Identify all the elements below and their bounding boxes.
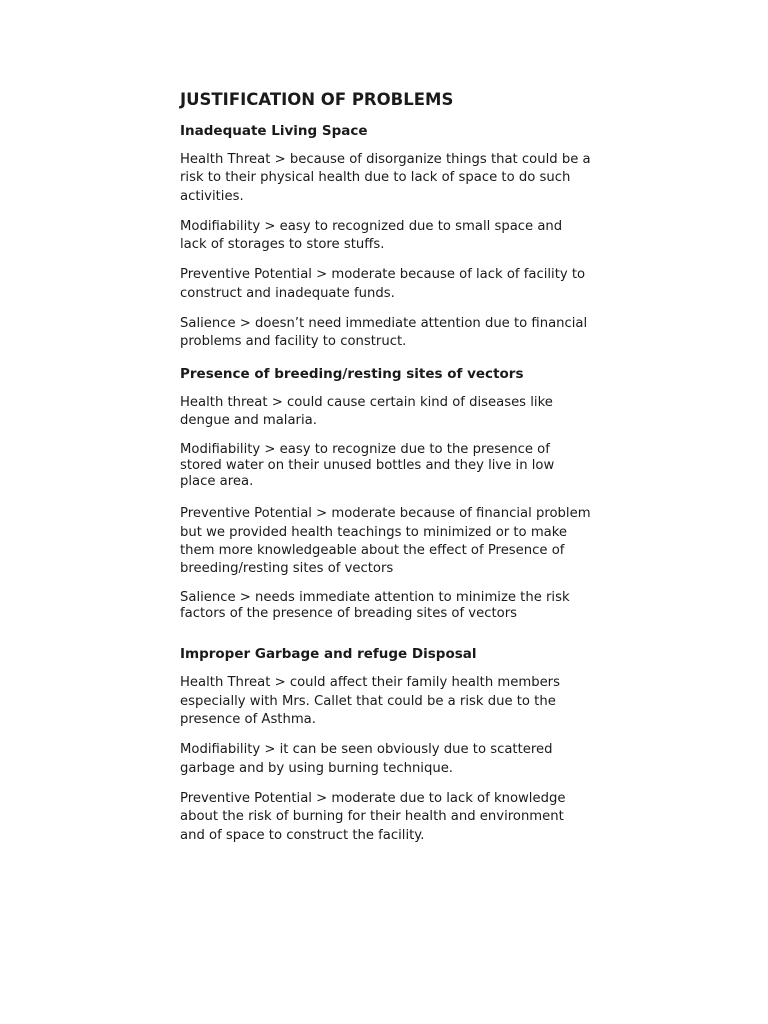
document-title: JUSTIFICATION OF PROBLEMS [180,90,454,109]
paragraph-health-threat: Health Threat > because of disorganize things that could be a risk to their physical health due to lack of space to do such activities. [180,152,591,204]
section-heading: Presence of breeding/resting sites of vectors [180,365,524,382]
paragraph-preventive-potential: Preventive Potential > moderate because of lack of facility to construct and inadequate funds. [180,267,586,301]
paragraph-health-threat: Health Threat > could affect their family health members especially with Mrs. Callet that could be a risk due to the presence of Asthma. [180,675,560,728]
paragraph-salience: Salience > needs immediate attention to minimize the risk factors of the presence of breading sites of vectors [180,590,570,622]
paragraph-modifiability: Modifiability > easy to recognize due to the presence of stored water on their unused bottles and they live in low place area. [180,442,555,490]
section-heading: Improper Garbage and refuge Disposal [180,646,477,663]
section-breeding-sites [180,364,592,623]
section-garbage-disposal [180,644,592,844]
section-inadequate-living-space [180,121,592,352]
paragraph-modifiability: Modifiability > it can be seen obviously due to scattered garbage and by using burning technique. [180,742,553,776]
paragraph-preventive-potential: Preventive Potential > moderate because of financial problem but we provided health teachings to minimized or to make them more knowledgeable about the effect of Presence of breeding/resting sites of vectors [180,506,591,577]
section-heading: Inadequate Living Space [180,123,368,139]
document-body [180,88,592,857]
paragraph-salience: Salience > doesn’t need immediate attention due to financial problems and facility to construct. [180,316,588,350]
paragraph-modifiability: Modifiability > easy to recognized due to small space and lack of storages to store stuffs. [180,218,563,253]
paragraph-health-threat: Health threat > could cause certain kind of diseases like dengue and malaria. [180,394,553,428]
paragraph-preventive-potential: Preventive Potential > moderate due to lack of knowledge about the risk of burning for their health and environment and of space to construct the facility. [180,790,566,843]
